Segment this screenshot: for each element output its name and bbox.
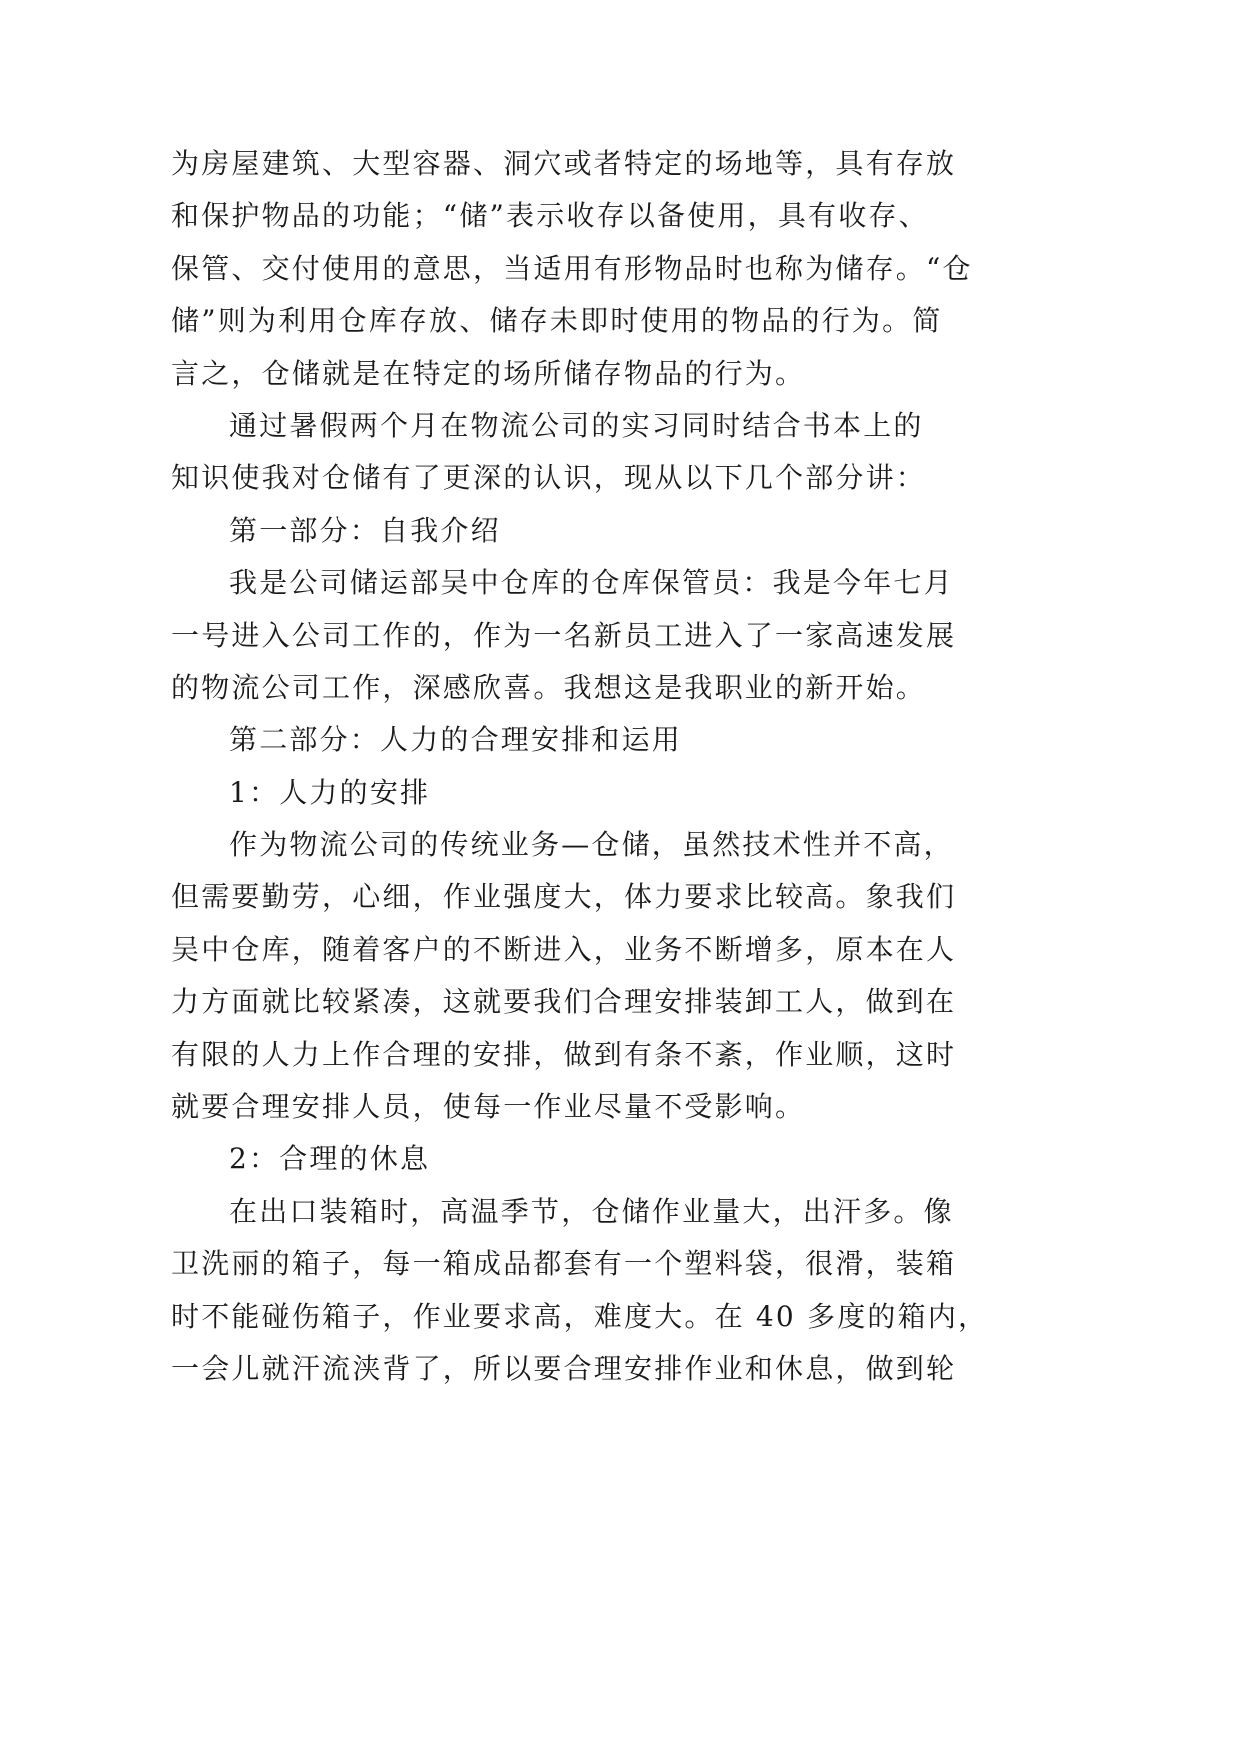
text-line: 储”则为利用仓库存放、储存未即时使用的物品的行为。简 xyxy=(171,304,943,338)
paragraph-first-line: 2：合理的休息 xyxy=(229,1142,431,1176)
paragraph-first-line: 1：人力的安排 xyxy=(229,775,431,809)
text-line: 保管、交付使用的意思，当适用有形物品时也称为储存。“仓 xyxy=(171,251,973,285)
text-line: 知识使我对仓储有了更深的认识，现从以下几个部分讲： xyxy=(171,461,927,495)
text-line: 力方面就比较紧凑，这就要我们合理安排装卸工人，做到在 xyxy=(171,985,957,1019)
text-line: 时不能碰伤箱子，作业要求高，难度大。在 40 多度的箱内， xyxy=(171,1299,989,1333)
text-line: 一会儿就汗流浃背了，所以要合理安排作业和休息，做到轮 xyxy=(171,1351,957,1385)
paragraph-first-line: 我是公司储运部吴中仓库的仓库保管员：我是今年七月 xyxy=(229,566,954,600)
paragraph-first-line: 在出口装箱时，高温季节，仓储作业量大，出汗多。像 xyxy=(229,1194,954,1228)
paragraph-first-line: 第一部分：自我介绍 xyxy=(229,513,501,547)
text-line: 言之，仓储就是在特定的场所储存物品的行为。 xyxy=(171,356,806,390)
paragraph-first-line: 作为物流公司的传统业务—仓储，虽然技术性并不高， xyxy=(229,828,954,862)
text-line: 卫洗丽的箱子，每一箱成品都套有一个塑料袋，很滑，装箱 xyxy=(171,1247,957,1281)
text-line: 和保护物品的功能；“储”表示收存以备使用，具有收存、 xyxy=(171,199,929,233)
text-line: 吴中仓库，随着客户的不断进入，业务不断增多，原本在人 xyxy=(171,932,957,966)
text-line: 为房屋建筑、大型容器、洞穴或者特定的场地等，具有存放 xyxy=(171,147,957,180)
paragraph-first-line: 通过暑假两个月在物流公司的实习同时结合书本上的 xyxy=(229,408,924,442)
text-line: 的物流公司工作，深感欣喜。我想这是我职业的新开始。 xyxy=(171,670,927,704)
text-line: 有限的人力上作合理的安排，做到有条不紊，作业顺，这时 xyxy=(171,1037,957,1071)
document-body xyxy=(171,138,989,1395)
text-line: 一号进入公司工作的，作为一名新员工进入了一家高速发展 xyxy=(171,618,957,652)
text-line: 但需要勤劳，心细，作业强度大，体力要求比较高。象我们 xyxy=(171,880,957,914)
paragraph-first-line: 第二部分：人力的合理安排和运用 xyxy=(229,723,683,757)
text-line: 就要合理安排人员，使每一作业尽量不受影响。 xyxy=(171,1090,806,1124)
